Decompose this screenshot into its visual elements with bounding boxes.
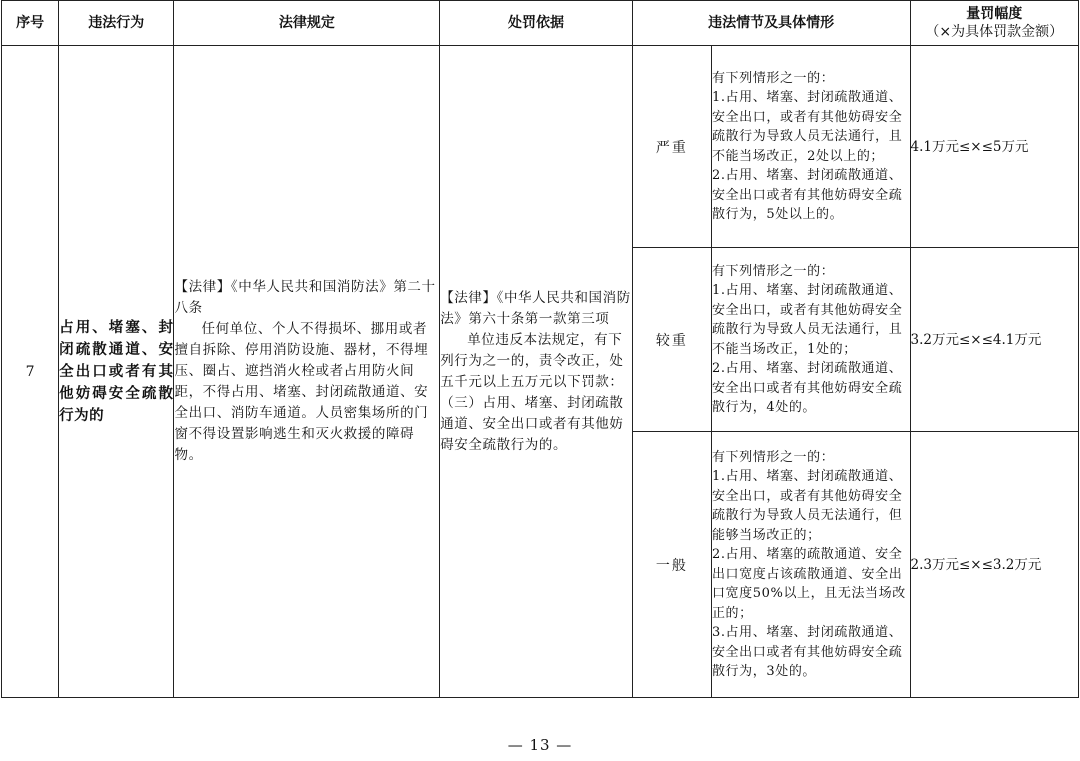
detail-intro: 有下列情形之一的： xyxy=(711,449,835,465)
header-range-line2: （×为具体罚款金额） xyxy=(925,24,1064,40)
detail-severe xyxy=(711,46,910,248)
detail-moderate xyxy=(711,248,910,432)
law-title: 【法律】《中华人民共和国消防法》第二十八条 xyxy=(174,279,436,316)
detail-general xyxy=(711,432,910,698)
header-law: 法律规定 xyxy=(174,1,440,46)
detail-item: 2.占用、堵塞的疏散通道、安全出口宽度占该疏散通道、安全出口宽度50%以上，且无法当场改正的； xyxy=(711,547,906,621)
law-text: 任何单位、个人不得损坏、挪用或者擅自拆除、停用消防设施、器材，不得埋压、圈占、遮挡消火栓或者占用防火间距，不得占用、堵塞、封闭疏散通道、安全出口、消防车通道。人员密集场所的门窗不得设置影响逃生和灭火救援的障碍物。 xyxy=(174,321,429,463)
header-range xyxy=(910,1,1079,46)
law-provision xyxy=(174,46,440,698)
detail-item: 1.占用、堵塞、封闭疏散通道、安全出口，或者有其他妨碍安全疏散行为导致人员无法通行，且不能当场改正，1处的； xyxy=(711,283,903,357)
header-act: 违法行为 xyxy=(59,1,174,46)
detail-intro: 有下列情形之一的： xyxy=(711,263,835,279)
basis-title: 【法律】《中华人民共和国消防法》第六十条第一款第三项 xyxy=(440,289,631,327)
basis-item: （三）占用、堵塞、封闭疏散通道、安全出口或者有其他妨碍安全疏散行为的。 xyxy=(440,394,624,453)
row-number: 7 xyxy=(2,46,59,698)
detail-intro: 有下列情形之一的： xyxy=(711,70,835,86)
detail-item: 1.占用、堵塞、封闭疏散通道、安全出口，或者有其他妨碍安全疏散行为导致人员无法通行，且不能当场改正，2处以上的； xyxy=(711,90,903,164)
detail-item: 2.占用、堵塞、封闭疏散通道、安全出口或者有其他妨碍安全疏散行为，4处的。 xyxy=(711,361,903,415)
basis-text: 单位违反本法规定，有下列行为之一的，责令改正，处五千元以上五万元以下罚款： xyxy=(440,331,624,390)
detail-item: 3.占用、堵塞、封闭疏散通道、安全出口或者有其他妨碍安全疏散行为，3处的。 xyxy=(711,625,903,679)
detail-item: 1.占用、堵塞、封闭疏散通道、安全出口，或者有其他妨碍安全疏散行为导致人员无法通行，但能够当场改正的； xyxy=(711,469,903,543)
header-basis: 处罚依据 xyxy=(440,1,633,46)
header-range-line1: 量罚幅度 xyxy=(966,6,1023,22)
page-number: — 13 — xyxy=(507,736,573,754)
detail-item: 2.占用、堵塞、封闭疏散通道、安全出口或者有其他妨碍安全疏散行为，5处以上的。 xyxy=(711,168,903,222)
level-severe: 严重 xyxy=(632,46,711,248)
header-circumstance: 违法情节及具体情形 xyxy=(632,1,910,46)
violation-act: 占用、堵塞、封闭疏散通道、安全出口或者有其他妨碍安全疏散行为的 xyxy=(59,46,174,698)
table-row-severe xyxy=(2,46,1079,248)
penalty-table xyxy=(1,0,1079,698)
header-no: 序号 xyxy=(2,1,59,46)
level-general: 一般 xyxy=(632,432,711,698)
penalty-basis xyxy=(440,46,633,698)
level-moderate: 较重 xyxy=(632,248,711,432)
range-severe: 4.1万元≤×≤5万元 xyxy=(910,46,1079,248)
range-general: 2.3万元≤×≤3.2万元 xyxy=(910,432,1079,698)
table-header xyxy=(2,1,1079,46)
range-moderate: 3.2万元≤×≤4.1万元 xyxy=(910,248,1079,432)
